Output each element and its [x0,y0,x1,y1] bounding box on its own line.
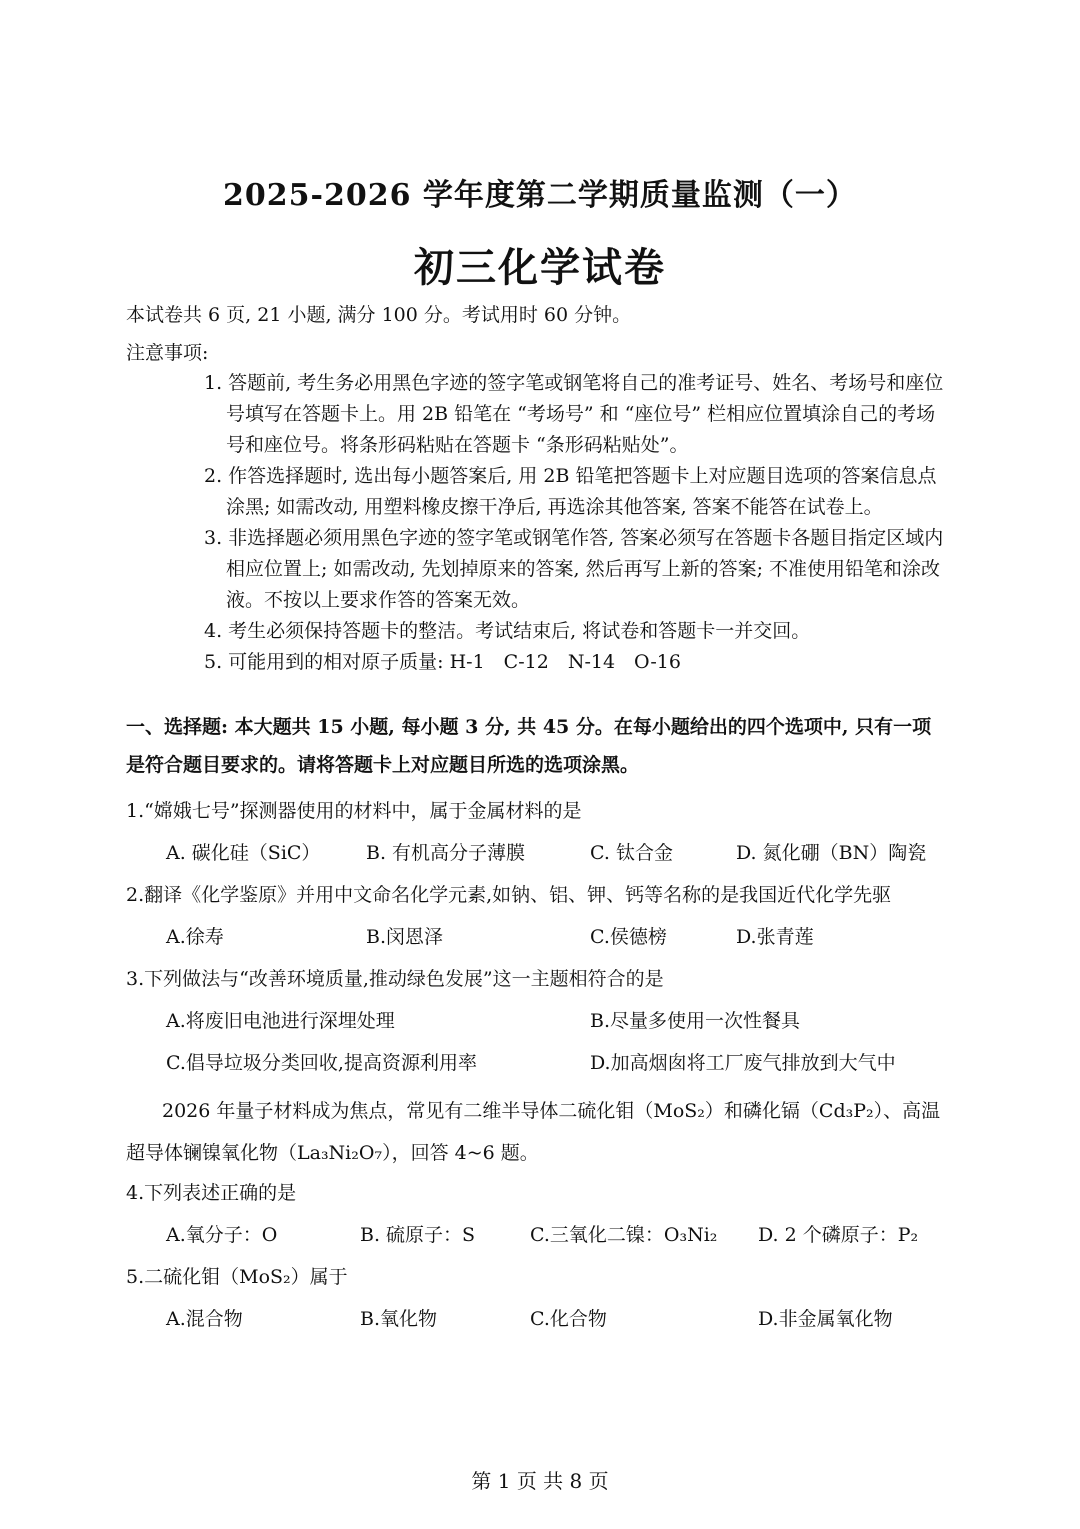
notice-item: 2. 作答选择题时, 选出每小题答案后, 用 2B 铅笔把答题卡上对应题目选项的答案信息点涂黑; 如需改动, 用塑料橡皮擦干净后, 再选涂其他答案, 答案不能答在试卷上。 [204,465,937,518]
notice-item: 1. 答题前, 考生务必用黑色字迹的签字笔或钢笔将自己的准考证号、姓名、考场号和座位号填写在答题卡上。用 2B 铅笔在 “考场号” 和 “座位号” 栏相应位置填涂自己的考场号和座位号。将条形码粘贴在答题卡 “条形码粘贴处”。 [204,372,944,456]
question-3-stem: 3.下列做法与“改善环境质量,推动绿色发展”这一主题相符合的是 [126,968,664,990]
question-1-option-a: A. 碳化硅（SiC） [166,842,321,864]
question-3-option-d: D.加高烟囱将工厂废气排放到大气中 [590,1052,896,1074]
question-4-option-d: D. 2 个磷原子：P₂ [758,1224,919,1246]
question-4-stem: 4.下列表述正确的是 [126,1182,297,1204]
exam-title: 2025-2026 学年度第二学期质量监测（一） [223,178,857,213]
question-3-option-c: C.倡导垃圾分类回收,提高资源利用率 [166,1052,477,1074]
material-paragraph: 2026 年量子材料成为焦点，常见有二维半导体二硫化钼（MoS₂）和磷化镉（Cd₃P₂）、高温超导体镧镍氧化物（La₃Ni₂O₇），回答 4~6 题。 [126,1100,941,1164]
question-1-option-c: C. 钛合金 [590,842,673,864]
question-4-option-b: B. 硫原子：S [360,1224,476,1246]
question-2-option-c: C.侯德榜 [590,926,667,948]
question-2-option-b: B.闵恩泽 [366,926,444,948]
notice-item: 5. 可能用到的相对原子质量: H-1 C-12 N-14 O-16 [204,651,681,673]
question-3-option-b: B.尽量多使用一次性餐具 [590,1010,801,1032]
question-5-option-a: A.混合物 [166,1308,243,1330]
section-heading: 一、选择题: 本大题共 15 小题, 每小题 3 分, 共 45 分。在每小题给出的四个选项中, 只有一项是符合题目要求的。请将答题卡上对应题目所选的选项涂黑。 [126,716,932,776]
question-5-option-d: D.非金属氧化物 [758,1308,893,1330]
notice-item: 4. 考生必须保持答题卡的整洁。考试结束后, 将试卷和答题卡一并交回。 [204,620,811,642]
question-1-stem: 1.“嫦娥七号”探测器使用的材料中，属于金属材料的是 [126,800,582,822]
question-4-option-a: A.氧分子：O [166,1224,278,1246]
subject-title: 初三化学试卷 [414,244,666,291]
question-2-option-a: A.徐寿 [166,926,224,948]
question-5-option-c: C.化合物 [530,1308,607,1330]
question-3-option-a: A.将废旧电池进行深埋处理 [166,1010,395,1032]
notice-item: 3. 非选择题必须用黑色字迹的签字笔或钢笔作答, 答案必须写在答题卡各题目指定区域内相应位置上; 如需改动, 先划掉原来的答案, 然后再写上新的答案; 不准使用铅笔和涂改液。不按以上要求作答的答案无效。 [204,527,944,611]
page-number: 第 1 页 共 8 页 [471,1469,609,1493]
question-2-option-d: D.张青莲 [736,926,814,948]
notice-title: 注意事项: [126,342,209,364]
question-5-option-b: B.氧化物 [360,1308,438,1330]
question-5-stem: 5.二硫化钼（MoS₂）属于 [126,1266,348,1288]
exam-intro: 本试卷共 6 页, 21 小题, 满分 100 分。考试用时 60 分钟。 [126,304,632,326]
question-4-option-c: C.三氧化二镍：O₃Ni₂ [530,1224,718,1246]
notice-list [204,368,944,678]
question-2-stem: 2.翻译《化学鉴原》并用中文命名化学元素,如钠、铝、钾、钙等名称的是我国近代化学先驱 [126,884,892,906]
question-1-option-b: B. 有机高分子薄膜 [366,842,526,864]
question-1-option-d: D. 氮化硼（BN）陶瓷 [736,842,927,864]
